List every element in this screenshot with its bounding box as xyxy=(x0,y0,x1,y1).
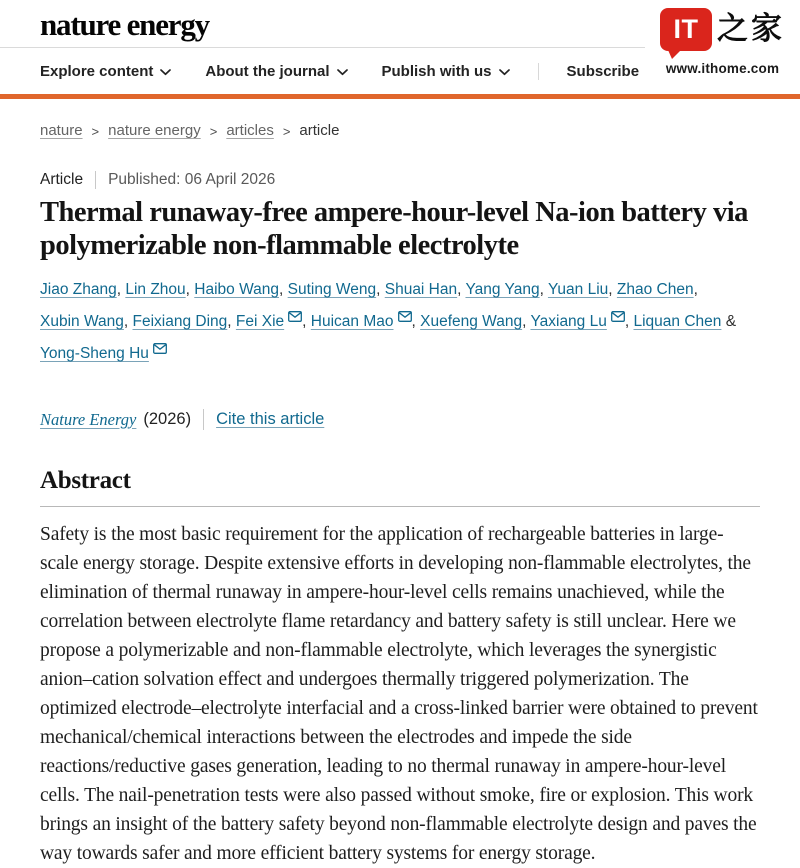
abstract-section xyxy=(40,467,760,868)
chevron-down-icon xyxy=(160,69,171,76)
published-label: Published: xyxy=(108,171,181,188)
author-separator: , xyxy=(522,313,531,330)
article-type-label: Article xyxy=(40,171,84,188)
article-page xyxy=(0,122,800,868)
ithome-badge-icon: IT xyxy=(660,8,712,51)
breadcrumb xyxy=(40,122,760,139)
nav-item-label: Subscribe xyxy=(566,62,640,80)
journal-year: (2026) xyxy=(143,410,192,428)
author-link-yaxiang-lu[interactable]: Yaxiang Lu xyxy=(530,313,607,330)
email-icon[interactable] xyxy=(398,311,412,322)
breadcrumb-separator: > xyxy=(282,123,291,139)
chevron-down-icon xyxy=(499,69,510,76)
author-link-feixiang-ding[interactable]: Feixiang Ding xyxy=(132,313,228,330)
nav-item-about-the-journal[interactable] xyxy=(205,63,347,80)
author-link-yang-yang[interactable]: Yang Yang xyxy=(465,281,540,298)
author-separator: , xyxy=(185,281,195,298)
email-icon[interactable] xyxy=(288,311,302,322)
author-link-lin-zhou[interactable]: Lin Zhou xyxy=(125,281,186,298)
nav-item-publish-with-us[interactable] xyxy=(382,63,510,80)
breadcrumb-item-articles[interactable]: articles xyxy=(226,122,274,139)
author-separator: , xyxy=(376,281,385,298)
nav-item-label: About the journal xyxy=(205,62,330,80)
breadcrumb-separator: > xyxy=(91,123,100,139)
ithome-url: www.ithome.com xyxy=(665,61,780,76)
ithome-logo xyxy=(660,8,785,51)
email-icon[interactable] xyxy=(153,343,167,354)
nav-item-label: Explore content xyxy=(40,62,154,80)
breadcrumb-item-nature[interactable]: nature xyxy=(40,122,83,139)
ithome-cn-text: 之家 xyxy=(717,11,785,47)
abstract-text: Safety is the most basic requirement for the application of rechargeable batteries in large-scale energy storage. Despite extensive efforts in developing non-flammable electrolytes, the elimination of thermal runaway in ampere-hour-level cells remains unachieved, while the correlation between electrolyte flame retardancy and battery safety is still unclear. Here we propose a polymerizable and non-flammable electrolyte, which leverages the synergistic anion–cation solvation effect and undergoes thermally triggered polymerization. The optimized electrode–electrolyte interfacial and a cross-linked barrier were obtained to prevent mechanical/chemical interactions between the electrodes and impede the side reactions/reductive gases generation, leading to no thermal runaway in ampere-hour-level cells. The nail-penetration tests were also passed without smoke, fire or explosion. This work brings an insight of the battery safety beyond non-flammable electrolyte design and paves the way towards safer and more efficient battery systems for energy storage. xyxy=(40,524,758,864)
author-separator: , xyxy=(116,281,126,298)
author-link-suting-weng[interactable]: Suting Weng xyxy=(287,281,377,298)
breadcrumb-item-nature-energy[interactable]: nature energy xyxy=(108,122,201,139)
author-link-xubin-wang[interactable]: Xubin Wang xyxy=(40,313,124,330)
author-separator: & xyxy=(721,313,737,330)
author-separator: , xyxy=(411,313,421,330)
author-list xyxy=(40,274,760,370)
journal-link[interactable]: Nature Energy xyxy=(40,409,137,429)
author-link-shuai-han[interactable]: Shuai Han xyxy=(384,281,458,298)
nav-item-subscribe[interactable] xyxy=(567,63,640,80)
article-meta xyxy=(40,171,760,189)
abstract-rule xyxy=(40,506,760,507)
author-separator: , xyxy=(624,313,634,330)
author-link-yuan-liu[interactable]: Yuan Liu xyxy=(547,281,609,298)
journal-logo[interactable]: nature energy xyxy=(40,6,209,42)
author-link-haibo-wang[interactable]: Haibo Wang xyxy=(194,281,280,298)
nav-item-label: Publish with us xyxy=(381,62,492,80)
citation-divider xyxy=(203,409,204,430)
author-link-huican-mao[interactable]: Huican Mao xyxy=(310,313,394,330)
author-link-fei-xie[interactable]: Fei Xie xyxy=(235,313,285,330)
chevron-down-icon xyxy=(337,69,348,76)
author-link-xuefeng-wang[interactable]: Xuefeng Wang xyxy=(420,313,523,330)
published-date: 06 April 2026 xyxy=(184,171,276,188)
published-line xyxy=(108,171,275,189)
abstract-heading: Abstract xyxy=(40,467,131,494)
nav-divider xyxy=(538,63,539,80)
author-link-zhao-chen[interactable]: Zhao Chen xyxy=(616,281,694,298)
author-separator: , xyxy=(123,313,133,330)
meta-divider xyxy=(95,171,96,189)
author-link-liquan-chen[interactable]: Liquan Chen xyxy=(633,313,722,330)
author-separator: , xyxy=(227,313,236,330)
citation-row xyxy=(40,409,760,430)
author-separator: , xyxy=(608,281,617,298)
article-title: Thermal runaway-free ampere-hour-level Na-ion battery via polymerizable non-flammable electrolyte xyxy=(40,197,748,261)
author-separator: , xyxy=(539,281,548,298)
author-separator: , xyxy=(279,281,288,298)
author-separator: , xyxy=(693,281,698,298)
author-link-jiao-zhang[interactable]: Jiao Zhang xyxy=(40,281,117,298)
breadcrumb-item-article: article xyxy=(299,122,340,139)
author-link-yong-sheng-hu[interactable]: Yong-Sheng Hu xyxy=(40,345,149,362)
accent-bar xyxy=(0,94,800,99)
cite-this-article-link[interactable]: Cite this article xyxy=(216,410,325,428)
nav-items xyxy=(40,63,639,80)
breadcrumb-separator: > xyxy=(209,123,218,139)
author-separator: , xyxy=(302,313,311,330)
ithome-watermark xyxy=(645,0,800,94)
email-icon[interactable] xyxy=(611,311,625,322)
author-separator: , xyxy=(457,281,466,298)
nav-item-explore-content[interactable] xyxy=(40,63,171,80)
